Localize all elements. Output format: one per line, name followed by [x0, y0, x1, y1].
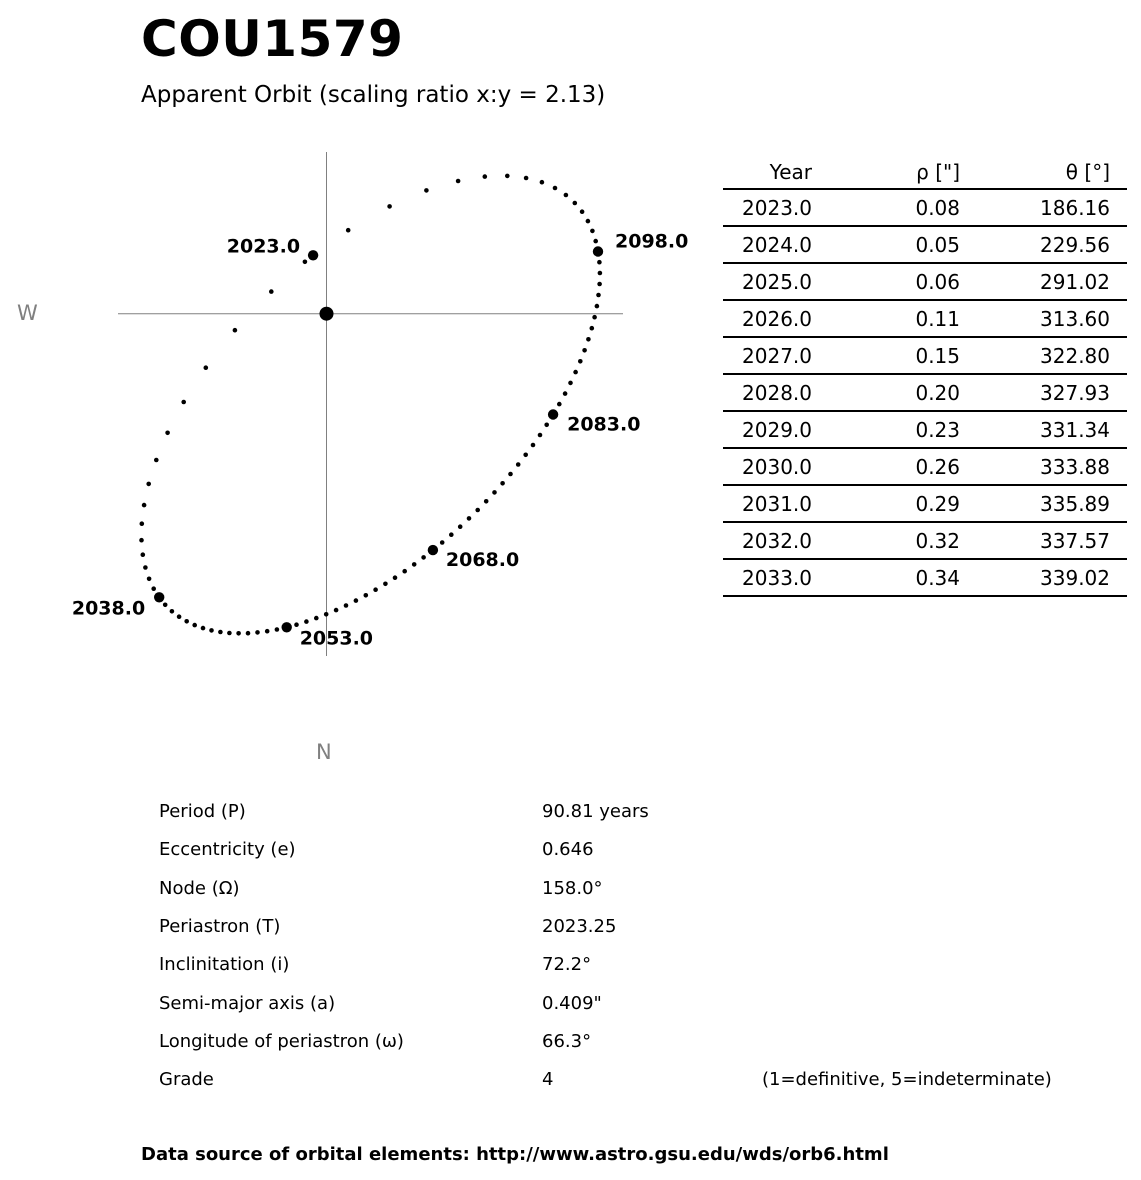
- orbit-dot: [590, 326, 595, 331]
- element-value: 4: [542, 1069, 554, 1091]
- epoch-label: 2023.0: [226, 235, 301, 258]
- table-row: [723, 374, 1127, 411]
- theta-cell: 229.56: [960, 226, 1127, 263]
- compass-west-label: W: [17, 301, 38, 325]
- theta-cell: 333.88: [960, 448, 1127, 485]
- orbit-dot: [516, 462, 521, 467]
- orbit-dot: [467, 516, 472, 521]
- orbit-dot: [421, 555, 426, 560]
- orbit-dot: [573, 370, 578, 375]
- year-cell: 2032.0: [723, 522, 812, 559]
- orbit-dot: [590, 229, 595, 234]
- table-row: [723, 559, 1127, 596]
- orbit-dot: [563, 391, 568, 396]
- orbit-dot: [424, 188, 429, 193]
- orbit-dot: [383, 582, 388, 587]
- orbit-dot: [592, 315, 597, 320]
- orbit-dot: [151, 586, 156, 591]
- year-cell: 2023.0: [723, 189, 812, 226]
- orbit-dot: [334, 608, 339, 613]
- epoch-dot: [282, 622, 292, 632]
- element-label: Node (Ω): [159, 877, 240, 899]
- orbit-dot: [364, 593, 369, 598]
- orbit-dot: [192, 623, 197, 628]
- element-value: 158.0°: [542, 877, 603, 899]
- orbit-dot: [246, 631, 251, 636]
- orbit-dot: [598, 271, 603, 276]
- epoch-dot: [428, 545, 438, 555]
- orbit-dot: [475, 508, 480, 513]
- col-header-rho: ρ ["]: [812, 156, 960, 189]
- orbit-dot: [154, 458, 159, 463]
- orbit-dot: [593, 239, 598, 244]
- page-title: COU1579: [141, 10, 404, 68]
- orbit-dot: [544, 423, 549, 428]
- rho-cell: 0.06: [812, 263, 960, 300]
- orbit-dot: [304, 619, 309, 624]
- table-row: [723, 189, 1127, 226]
- orbit-dot: [578, 359, 583, 364]
- orbit-dot: [508, 472, 513, 477]
- element-label: Periastron (T): [159, 915, 281, 937]
- epoch-dot: [308, 250, 318, 260]
- orbit-dot: [523, 453, 528, 458]
- orbit-dot: [143, 565, 148, 570]
- orbit-dot: [140, 521, 145, 526]
- orbit-dot: [597, 282, 602, 287]
- rho-cell: 0.23: [812, 411, 960, 448]
- orbit-dot: [303, 260, 308, 265]
- year-cell: 2024.0: [723, 226, 812, 263]
- orbit-dot: [402, 569, 407, 574]
- orbit-dot: [324, 612, 329, 617]
- orbit-dot: [201, 626, 206, 631]
- orbit-dot: [597, 260, 602, 265]
- theta-cell: 313.60: [960, 300, 1127, 337]
- rho-cell: 0.29: [812, 485, 960, 522]
- orbit-dot: [233, 328, 238, 333]
- year-cell: 2027.0: [723, 337, 812, 374]
- orbit-dot: [456, 179, 461, 184]
- table-row: [723, 448, 1127, 485]
- orbit-dot: [181, 400, 186, 405]
- theta-cell: 322.80: [960, 337, 1127, 374]
- year-cell: 2028.0: [723, 374, 812, 411]
- orbit-dot: [524, 176, 529, 181]
- orbit-dot: [557, 402, 562, 407]
- element-value: 66.3°: [542, 1030, 592, 1052]
- orbit-dot: [484, 499, 489, 504]
- orbit-dot: [596, 293, 601, 298]
- rho-cell: 0.20: [812, 374, 960, 411]
- orbit-dot: [147, 577, 152, 582]
- element-value: 72.2°: [542, 954, 592, 976]
- theta-cell: 337.57: [960, 522, 1127, 559]
- orbit-dot: [458, 524, 463, 529]
- table-row: [723, 337, 1127, 374]
- orbit-dot: [573, 201, 578, 206]
- orbit-dot: [275, 627, 280, 632]
- orbit-dot: [553, 186, 558, 191]
- rho-cell: 0.34: [812, 559, 960, 596]
- rho-cell: 0.15: [812, 337, 960, 374]
- orbit-dot: [505, 174, 510, 179]
- theta-cell: 291.02: [960, 263, 1127, 300]
- orbit-dot: [170, 609, 175, 614]
- orbit-dot: [209, 628, 214, 633]
- orbit-dot: [412, 562, 417, 567]
- theta-cell: 339.02: [960, 559, 1127, 596]
- element-note: (1=definitive, 5=indeterminate): [762, 1069, 1052, 1091]
- theta-cell: 331.34: [960, 411, 1127, 448]
- table-row: [723, 522, 1127, 559]
- epoch-dot: [593, 246, 603, 256]
- orbit-dot: [314, 616, 319, 621]
- rho-cell: 0.32: [812, 522, 960, 559]
- orbit-dot: [294, 622, 299, 627]
- orbit-dot: [204, 365, 209, 370]
- orbit-dot: [227, 631, 232, 636]
- epoch-label: 2083.0: [567, 413, 641, 436]
- table-header-row: [723, 156, 1127, 189]
- year-cell: 2029.0: [723, 411, 812, 448]
- element-label: Period (P): [159, 801, 246, 822]
- year-cell: 2030.0: [723, 448, 812, 485]
- year-cell: 2031.0: [723, 485, 812, 522]
- element-value: 0.409": [542, 992, 602, 1014]
- orbit-dot: [440, 540, 445, 545]
- orbit-dot: [531, 443, 536, 448]
- col-header-theta: θ [°]: [960, 156, 1127, 189]
- orbit-dot: [595, 304, 600, 309]
- orbit-dot: [218, 630, 223, 635]
- orbit-dot: [255, 630, 260, 635]
- theta-cell: 186.16: [960, 189, 1127, 226]
- orbit-dot: [139, 538, 144, 543]
- orbit-dot: [500, 481, 505, 486]
- orbit-dot: [146, 482, 151, 487]
- year-cell: 2026.0: [723, 300, 812, 337]
- primary-star-dot: [320, 307, 334, 321]
- epoch-label: 2098.0: [615, 230, 689, 253]
- rho-cell: 0.05: [812, 226, 960, 263]
- orbit-dot: [142, 503, 147, 508]
- compass-north-label: N: [316, 740, 332, 764]
- rho-cell: 0.11: [812, 300, 960, 337]
- year-cell: 2033.0: [723, 559, 812, 596]
- table-row: [723, 485, 1127, 522]
- orbit-dot: [373, 587, 378, 592]
- table-row: [723, 226, 1127, 263]
- orbit-dot: [586, 337, 591, 342]
- orbit-dot: [346, 228, 351, 233]
- epoch-label: 2053.0: [299, 627, 374, 650]
- orbit-dot: [540, 180, 545, 185]
- element-value: 0.646: [542, 839, 594, 861]
- epoch-label: 2038.0: [71, 597, 146, 620]
- orbit-dot: [586, 219, 591, 224]
- element-value: 2023.25: [542, 915, 617, 937]
- orbit-dot: [564, 193, 569, 198]
- element-value: 90.81 years: [542, 801, 649, 822]
- epoch-dot: [548, 409, 558, 419]
- col-header-year: Year: [723, 156, 812, 189]
- data-source-line: Data source of orbital elements: http://www.astro.gsu.edu/wds/orb6.html: [141, 1144, 889, 1165]
- epoch-dot: [154, 592, 164, 602]
- orbit-dot: [265, 629, 270, 634]
- element-label: Semi-major axis (a): [159, 992, 336, 1014]
- orbit-dot: [449, 532, 454, 537]
- theta-cell: 327.93: [960, 374, 1127, 411]
- orbit-dot: [568, 381, 573, 386]
- page-subtitle: Apparent Orbit (scaling ratio x:y = 2.13): [141, 82, 606, 108]
- orbit-dot: [582, 348, 587, 353]
- table-row: [723, 411, 1127, 448]
- epoch-label: 2068.0: [445, 549, 520, 572]
- ephemeris-table: [723, 156, 1127, 597]
- orbit-dot: [393, 575, 398, 580]
- table-row: [723, 263, 1127, 300]
- element-label: Longitude of periastron (ω): [159, 1030, 404, 1052]
- orbit-dot: [141, 552, 146, 557]
- table-row: [723, 300, 1127, 337]
- orbit-dot: [177, 614, 182, 619]
- orbit-dot: [344, 603, 349, 608]
- orbit-dot: [269, 289, 274, 294]
- element-label: Eccentricity (e): [159, 839, 296, 861]
- orbit-dot: [387, 204, 392, 209]
- orbit-dot: [163, 603, 168, 608]
- orbit-dot: [580, 209, 585, 214]
- element-label: Inclinitation (i): [159, 954, 290, 976]
- orbit-dot: [165, 431, 170, 436]
- orbit-dot: [184, 619, 189, 624]
- year-cell: 2025.0: [723, 263, 812, 300]
- theta-cell: 335.89: [960, 485, 1127, 522]
- orbit-dot: [492, 490, 497, 495]
- orbit-dot: [236, 631, 241, 636]
- orbit-dot: [538, 433, 543, 438]
- orbit-dot: [354, 598, 359, 603]
- element-label: Grade: [159, 1069, 214, 1091]
- rho-cell: 0.26: [812, 448, 960, 485]
- rho-cell: 0.08: [812, 189, 960, 226]
- orbit-dot: [483, 174, 488, 179]
